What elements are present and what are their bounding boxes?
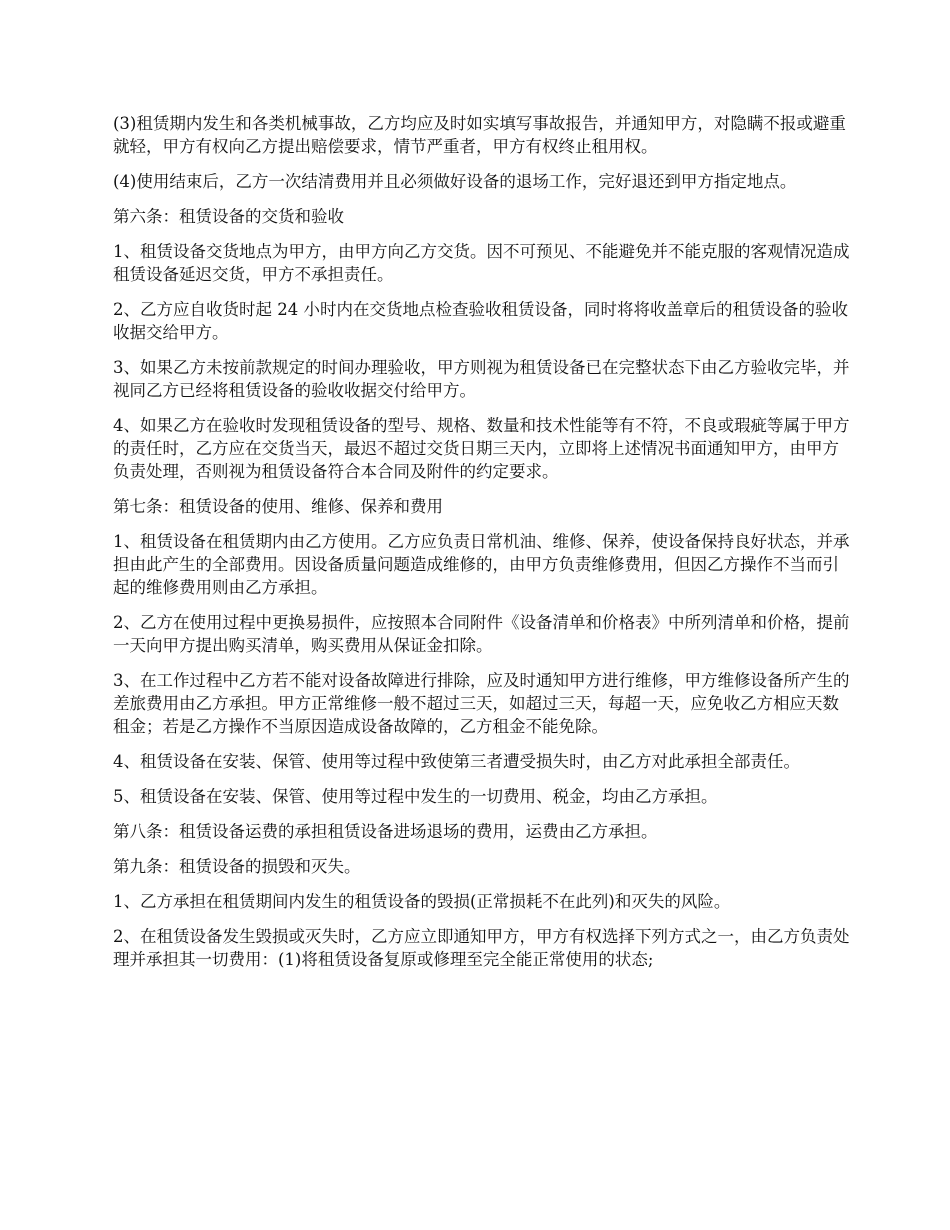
heading-article-8: 第八条：租赁设备运费的承担租赁设备进场退场的费用，运费由乙方承担。	[113, 822, 658, 841]
paragraph-article-6-item-4: 4、如果乙方在验收时发现租赁设备的型号、规格、数量和技术性能等有不符，不良或瑕疵等属于甲方的责任时，乙方应在交货当天，最迟不超过交货日期三天内，立即将上述情况书面通知甲方，由甲方负责处理，否则视为租赁设备符合本合同及附件的约定要求。	[113, 416, 850, 481]
paragraph-clause-3: (3)租赁期内发生和各类机械事故，乙方均应及时如实填写事故报告，并通知甲方，对隐瞒不报或避重就轻，甲方有权向乙方提出赔偿要求，情节严重者，甲方有权终止租用权。	[113, 114, 846, 156]
paragraph-article-6-item-1: 1、租赁设备交货地点为甲方，由甲方向乙方交货。因不可预见、不能避免并不能克服的客观情况造成租赁设备延迟交货，甲方不承担责任。	[113, 242, 850, 284]
paragraph-article-7-item-1: 1、租赁设备在租赁期内由乙方使用。乙方应负责日常机油、维修、保养，使设备保持良好状态，并承担由此产生的全部费用。因设备质量问题造成维修的，由甲方负责维修费用，但因乙方操作不当而引起的维修费用则由乙方承担。	[113, 532, 850, 597]
paragraph-article-9-item-1: 1、乙方承担在租赁期间内发生的租赁设备的毁损(正常损耗不在此列)和灭失的风险。	[113, 892, 731, 911]
paragraph-article-6-item-2: 2、乙方应自收货时起 24 小时内在交货地点检查验收租赁设备，同时将将收盖章后的租赁设备的验收收据交给甲方。	[113, 300, 848, 342]
paragraph-article-7-item-3: 3、在工作过程中乙方若不能对设备故障进行排除，应及时通知甲方进行维修，甲方维修设备所产生的差旅费用由乙方承担。甲方正常维修一般不超过三天，如超过三天，每超一天，应免收乙方相应天数租金；若是乙方操作不当原因造成设备故障的，乙方租金不能免除。	[113, 671, 850, 736]
paragraph-article-7-item-2: 2、乙方在使用过程中更换易损件，应按照本合同附件《设备清单和价格表》中所列清单和价格，提前一天向甲方提出购买清单，购买费用从保证金扣除。	[113, 613, 850, 655]
heading-article-7: 第七条：租赁设备的使用、维修、保养和费用	[113, 497, 443, 516]
heading-article-9: 第九条：租赁设备的损毁和灭失。	[113, 857, 361, 876]
heading-article-6: 第六条：租赁设备的交货和验收	[113, 207, 344, 226]
paragraph-article-9-item-2: 2、在租赁设备发生毁损或灭失时，乙方应立即通知甲方，甲方有权选择下列方式之一，由乙方负责处理并承担其一切费用：(1)将租赁设备复原或修理至完全能正常使用的状态;	[113, 927, 850, 969]
document-body	[113, 112, 853, 983]
paragraph-article-7-item-5: 5、租赁设备在安装、保管、使用等过程中发生的一切费用、税金，均由乙方承担。	[113, 787, 718, 806]
paragraph-article-7-item-4: 4、租赁设备在安装、保管、使用等过程中致使第三者遭受损失时，由乙方对此承担全部责任。	[113, 752, 800, 771]
paragraph-article-6-item-3: 3、如果乙方未按前款规定的时间办理验收，甲方则视为租赁设备已在完整状态下由乙方验收完毕，并视同乙方已经将租赁设备的验收收据交付给甲方。	[113, 358, 850, 400]
paragraph-clause-4: (4)使用结束后，乙方一次结清费用并且必须做好设备的退场工作，完好退还到甲方指定地点。	[113, 172, 797, 191]
